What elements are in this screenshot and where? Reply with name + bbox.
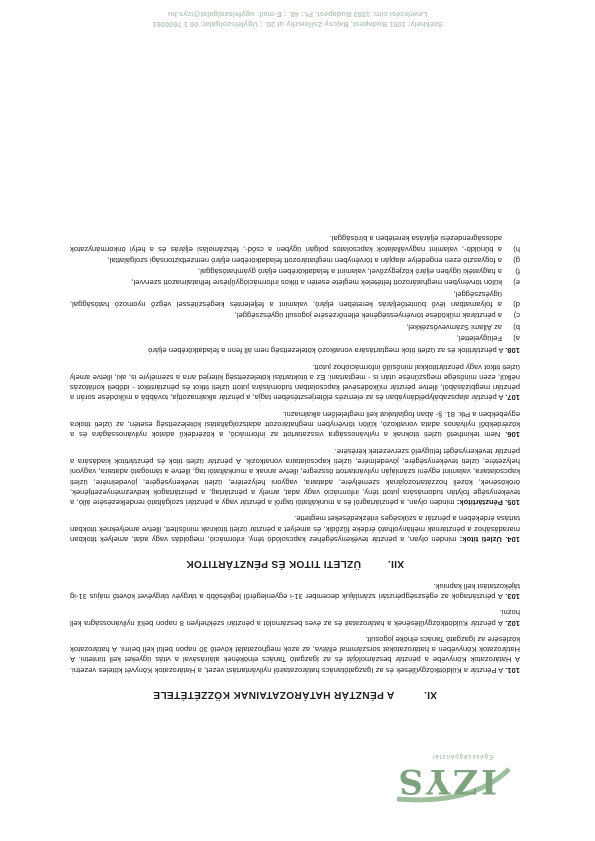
section-12-number: XII. [387,558,405,570]
list-item-text: a bűnüldö-, valamint nagyvállalatok kapcsolatos polgári ügyben a csőd-, felszámolási eljárás és a helyi önkormányzatok adósságrendezési eljárása keretében a bírósággal. [70,234,502,254]
exception-list [70,233,520,343]
list-item-text: a pénztárak működése törvényességének ellenőrzésére jogosult ügyészséggel, [234,311,502,321]
list-item-label: d) [513,300,520,310]
section-11-heading [70,689,520,699]
paragraph-103-text: A pénztártagok az egészségpénztári számlájuk december 31-i egyenlegéről legkésőbb a tárgyév tárgyévet követő május 31-ig tájékoztatást kell kapniuk. [70,581,520,601]
list-item-label: g) [513,255,520,265]
list-item-label: c) [513,311,520,321]
list-item-text: az Állami Számvevőszékkel, [406,322,502,332]
list-item [70,333,520,343]
list-item-label: f) [515,267,520,277]
paragraph-104-number: 104. [505,535,520,545]
logo-tagline: Egészségpénztár [431,753,493,759]
paragraph-101-text: A Pénztár a Küldöttközgyűlések és az Igazgatótanács határozatairól nyilvántartást vezet, a Határozatok Könyvét köteles vezetni. A Határozatok Könyvébe a pénztár beszámolóját és az Igazgató Tanács elnökének aláírásával a vitás ügyeket kell tüntetni. A Határozatok Könyvében a határozatokat sorszámmal ellátva, az azok meghozatalát követő 30 napon belül kell beírni. A határozatok közlésére az Igazgató Tanács elnöke jogosult. [70,634,520,675]
list-item-label: b) [513,322,520,332]
paragraph-104 [70,513,520,544]
list-item-text: a folyamatban lévő büntetőeljárás keretében eljáró, valamint a feljelentés kiegészítéssel végző nyomozó hatósággal, ügyészséggel, [70,289,502,310]
section-12-title: ÜZLETI TITOK ÉS PÉNZTÁRTITOK [185,558,361,570]
section-11-number: XI. [423,689,438,700]
list-item-label: h) [513,244,520,254]
paragraph-106 [70,408,520,439]
paragraph-102-text: A pénztár Küldöttközgyűlésének a határozatait és az éves beszámolót a pénztári székhelyen 8 napon belül nyilvánosságra kell hozni. [70,608,520,628]
list-item [70,310,520,320]
section-11-title: A PÉNZTÁR HATÁROZATAINAK KÖZZÉTÉTELE [152,689,395,700]
paragraph-101-number: 101. [505,665,520,675]
paragraph-102-number: 102. [505,618,520,628]
paragraph-108 [70,345,520,355]
paragraph-105-number: 105. [505,498,520,508]
list-item [70,266,520,276]
paragraph-102 [70,607,520,628]
paragraph-108-number: 108. [505,346,520,356]
logo-wordmark: IZYS [395,761,497,801]
paragraph-107-text: A pénztár alapszabálypéldányában és az elemzés előterjesztésében tagja, a pénztár alkalmazottja, továbbá a működése során a pénztári megbízásából, illetve pénztár működésével kapcsolatban tudomására jutott üzleti titkot és pénztártitkot - időbeli korlátozás nélkül, ezen minősége megszűnése után is - megtartani. Ez a titoktartási kötelezettség kiterjed arra a személyre is, aki, illetve amely üzleti titkot vagy pénztártitokkal minősülő információhoz jutott. [70,362,520,403]
list-item-text: a fogyasztó ezen engedélye alapján a törvényben meghatározott feladatkörében eljáró nemzetbiztonsági szolgálattal, [107,255,502,265]
section-12-heading [70,558,520,568]
paragraph-104-text: minden olyan, a pénztár tevékenységéhez kapcsolódó tény, információ, megoldás vagy adat, amelyek titokban maradásához a pénztárnak méltányolható érdeke fűződik, és amelyet a pénztár üzleti titoknak minősített, illetve amelyeknek titokban tartása érdekében a pénztár a szükséges intézkedéseket megtette. [70,514,520,545]
list-item [70,321,520,331]
paragraph-108-text: A pénztártitok és az üzleti titok megtartására vonatkozó kötelezettség nem áll fenn a feladatkörében eljáró [148,346,504,356]
list-item-label: e) [513,278,520,288]
list-item [70,233,520,254]
paragraph-106-number: 106. [505,430,520,440]
logo [395,753,557,829]
paragraph-107 [70,361,520,402]
list-item [70,255,520,265]
list-item [70,277,520,287]
list-item-text: a hagyatéki ügyben eljáró közjegyzővel, valamint a feladatkörében eljáró gyámhatósággal, [198,267,502,277]
list-item [70,289,520,310]
list-item-label: a) [513,333,520,343]
paragraph-101 [70,634,520,675]
list-item-text: külön törvényben meghatározott feltételek megléte esetén a titkos információgyűjtésre felhatalmazott szervvel, [131,278,502,288]
list-item-text: Felügyelettel, [456,333,502,343]
content [70,232,520,711]
paragraph-105-lead: Pénztártitok: [456,498,503,508]
paragraph-105 [70,445,520,507]
paragraph-106-text: Nem tekinthető üzleti titoknak a nyilvánosságra visszatartott az információ, a közérdekű adatok nyilvánosságára és a közérdekből nyilvános adata vonatkozó, külön törvényben meghatározott adatszolgáltatási kötelezettség esetén, az üzleti titokra egyebekben a Ptk. 81. §- ában foglaltakat kell megfelelően alkalmazni. [70,409,520,440]
paragraph-104-lead: Üzleti titok: [459,535,502,545]
footer-contact-line: Levelezési cím: 1583 Budapest, Pf.: 48. ; E-mail: ugyfelszolgalat@izys.hu [167,10,428,19]
paragraph-107-number: 107. [505,393,520,403]
paragraph-103 [70,580,520,601]
footer-address-line: Székhely: 1051 Budapest, Bajcsy-Zsilinszky út 20. ; Ügyfélszolgálat: 06 1 7600061 [152,20,443,29]
page-footer [0,9,595,29]
paragraph-105-text: minden olyan, a pénztártagról és a munkáltatói tagról a pénztár vagy a pénztári szolgáltató rendelkezésére álló, a tevékenysége folytán tudomására jutott tény, információ vagy adat, amely a pénztártag, a pénztártagok kedvezményezettjének, örökösének, közeli hozzátartozójának személyére, adataira, vagyoni helyzetére, üzleti tevékenységére, jövedelmére, üzleti kapcsolataira, valamint egyéni számláján nyilvántartott összegre, illetve annak a munkáltatói tag, illetve a támogató adataira, vagyoni helyzetére, üzleti tevékenységére, jövedelmére, üzleti kapcsolataira vonatkozik. A pénztár üzleti titok és pénztártitok kiadására a pénztár tevékenységét felügyelő szervezetek kérésére. [70,446,520,508]
paragraph-103-number: 103. [505,591,520,601]
